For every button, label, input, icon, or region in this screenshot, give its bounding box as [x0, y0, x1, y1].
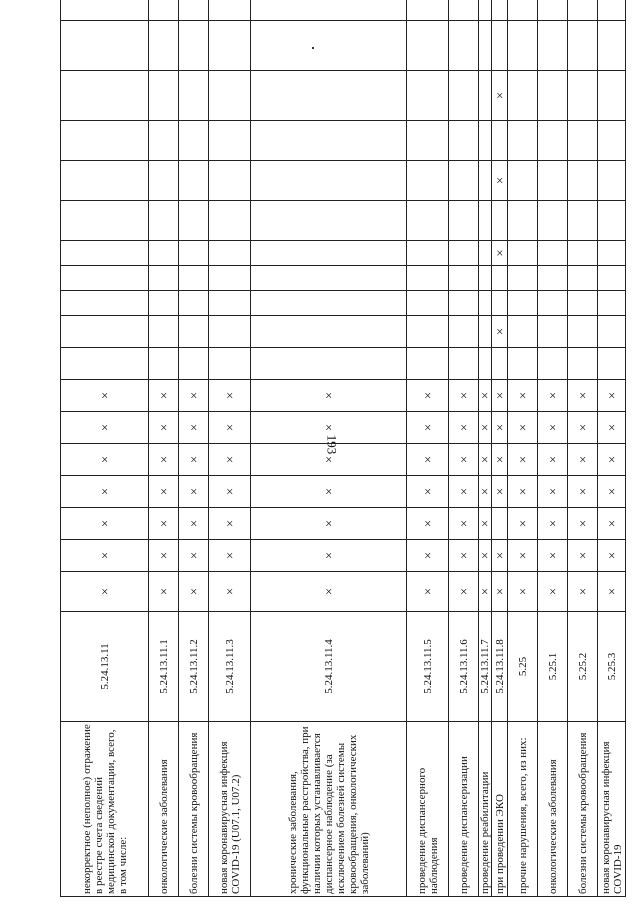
empty-cell — [209, 316, 251, 348]
empty-cell — [508, 291, 538, 316]
row-code-cell: 5.24.13.11.3 — [209, 612, 251, 722]
row-code-cell: 5.24.13.11.5 — [407, 612, 449, 722]
empty-cell — [568, 291, 598, 316]
empty-cell — [568, 21, 598, 71]
cross-mark-cell: × — [568, 444, 598, 476]
cross-mark-cell: × — [568, 412, 598, 444]
cross-mark-cell: × — [598, 476, 626, 508]
empty-cell — [449, 71, 479, 121]
cross-mark-cell: × — [449, 508, 479, 540]
empty-cell — [179, 241, 209, 266]
cross-mark-cell: × — [492, 380, 508, 412]
cross-mark-cell: × — [251, 572, 407, 612]
row-name-cell: хронические заболевания, функциональные расстройства, при наличии которых устанавливается диспансерное наблюдение (за исключением болезней системы кровообращения, онкологических заболеваний) — [251, 722, 407, 897]
cross-mark-cell: × — [209, 508, 251, 540]
empty-cell — [538, 316, 568, 348]
cross-mark-cell: × — [538, 444, 568, 476]
cross-mark-cell: × — [61, 540, 149, 572]
empty-cell — [407, 121, 449, 161]
empty-cell — [179, 161, 209, 201]
row-code-cell: 5.24.13.11.1 — [149, 612, 179, 722]
table-row — [479, 0, 492, 897]
empty-cell — [508, 201, 538, 241]
cross-mark-cell: × — [568, 476, 598, 508]
empty-cell — [598, 0, 626, 21]
empty-cell — [479, 0, 492, 21]
cross-mark-cell: × — [598, 380, 626, 412]
empty-cell — [568, 161, 598, 201]
empty-cell — [492, 0, 508, 21]
empty-cell — [149, 316, 179, 348]
cross-mark-cell: × — [61, 476, 149, 508]
empty-cell — [598, 241, 626, 266]
cross-mark-cell: × — [209, 444, 251, 476]
empty-cell — [209, 241, 251, 266]
table-row — [508, 0, 538, 897]
cross-mark-cell: × — [61, 380, 149, 412]
empty-cell — [598, 348, 626, 380]
cross-mark-cell: × — [492, 572, 508, 612]
empty-cell — [598, 161, 626, 201]
cross-mark-cell: × — [492, 71, 508, 121]
empty-cell — [251, 266, 407, 291]
cross-mark-cell: × — [492, 161, 508, 201]
cross-mark-cell: × — [407, 540, 449, 572]
empty-cell — [209, 161, 251, 201]
cross-mark-cell: × — [479, 572, 492, 612]
cross-mark-cell: × — [479, 380, 492, 412]
cross-mark-cell: × — [538, 540, 568, 572]
row-code-cell: 5.24.13.11.6 — [449, 612, 479, 722]
row-code-cell: 5.24.13.11 — [61, 612, 149, 722]
cross-mark-cell: × — [149, 508, 179, 540]
empty-cell — [251, 71, 407, 121]
row-code-cell: 5.24.13.11.4 — [251, 612, 407, 722]
cross-mark-cell: × — [149, 412, 179, 444]
empty-cell — [538, 266, 568, 291]
empty-cell — [209, 291, 251, 316]
empty-cell — [149, 241, 179, 266]
cross-mark-cell: × — [508, 508, 538, 540]
empty-cell — [251, 348, 407, 380]
table-row — [598, 0, 626, 897]
empty-cell — [209, 266, 251, 291]
empty-cell — [179, 316, 209, 348]
empty-cell — [568, 241, 598, 266]
cross-mark-cell: × — [449, 476, 479, 508]
table-row — [449, 0, 479, 897]
empty-cell — [538, 0, 568, 21]
empty-cell — [149, 266, 179, 291]
cross-mark-cell: × — [251, 380, 407, 412]
empty-cell — [179, 348, 209, 380]
cross-mark-cell: × — [508, 476, 538, 508]
cross-mark-cell: × — [179, 412, 209, 444]
cross-mark-cell: × — [479, 444, 492, 476]
empty-cell — [598, 21, 626, 71]
empty-cell — [407, 266, 449, 291]
empty-cell — [179, 121, 209, 161]
cross-mark-cell: × — [492, 540, 508, 572]
cross-mark-cell: × — [492, 444, 508, 476]
cross-mark-cell: × — [179, 444, 209, 476]
cross-mark-cell: × — [538, 380, 568, 412]
empty-cell — [407, 71, 449, 121]
cross-mark-cell: × — [598, 444, 626, 476]
empty-cell — [179, 266, 209, 291]
empty-cell — [479, 291, 492, 316]
empty-cell — [149, 21, 179, 71]
empty-cell — [149, 0, 179, 21]
empty-cell — [251, 316, 407, 348]
cross-mark-cell: × — [149, 476, 179, 508]
empty-cell — [449, 121, 479, 161]
cross-mark-cell: × — [407, 412, 449, 444]
empty-cell — [449, 348, 479, 380]
cross-mark-cell: × — [149, 572, 179, 612]
empty-cell — [449, 241, 479, 266]
empty-cell — [568, 121, 598, 161]
empty-cell — [492, 121, 508, 161]
empty-cell — [508, 241, 538, 266]
cross-mark-cell: × — [508, 412, 538, 444]
empty-cell — [179, 71, 209, 121]
empty-cell — [251, 21, 407, 71]
cross-mark-cell: × — [538, 572, 568, 612]
empty-cell — [61, 266, 149, 291]
empty-cell — [568, 316, 598, 348]
empty-cell — [479, 348, 492, 380]
empty-cell — [479, 21, 492, 71]
empty-cell — [407, 241, 449, 266]
row-name-cell: новая коронавирусная инфекция COVID-19 — [598, 722, 626, 897]
empty-cell — [568, 0, 598, 21]
empty-cell — [209, 21, 251, 71]
empty-cell — [209, 0, 251, 21]
empty-cell — [538, 161, 568, 201]
empty-cell — [508, 21, 538, 71]
cross-mark-cell: × — [179, 476, 209, 508]
empty-cell — [449, 0, 479, 21]
cross-mark-cell: × — [598, 572, 626, 612]
row-name-cell: прочие нарушения, всего, из них: — [508, 722, 538, 897]
cross-mark-cell: × — [179, 508, 209, 540]
cross-mark-cell: × — [209, 540, 251, 572]
cross-mark-cell: × — [568, 508, 598, 540]
empty-cell — [479, 316, 492, 348]
cross-mark-cell: × — [508, 572, 538, 612]
row-code-cell: 5.25.1 — [538, 612, 568, 722]
cross-mark-cell: × — [479, 508, 492, 540]
cross-mark-cell: × — [179, 380, 209, 412]
table-body — [61, 0, 626, 897]
row-name-cell: болезни системы кровообращения — [179, 722, 209, 897]
empty-cell — [149, 161, 179, 201]
cross-mark-cell: × — [598, 508, 626, 540]
empty-cell — [538, 348, 568, 380]
empty-cell — [508, 266, 538, 291]
empty-cell — [209, 348, 251, 380]
cross-mark-cell: × — [449, 380, 479, 412]
empty-cell — [209, 121, 251, 161]
cross-mark-cell: × — [149, 444, 179, 476]
empty-cell — [568, 71, 598, 121]
cross-mark-cell: × — [568, 540, 598, 572]
cross-mark-cell: × — [492, 412, 508, 444]
empty-cell — [538, 71, 568, 121]
empty-cell — [508, 0, 538, 21]
empty-cell — [61, 161, 149, 201]
empty-cell — [508, 71, 538, 121]
empty-cell — [568, 348, 598, 380]
empty-cell — [61, 348, 149, 380]
table-row — [538, 0, 568, 897]
empty-cell — [538, 201, 568, 241]
row-name-cell: онкологические заболевания — [538, 722, 568, 897]
row-name-cell: проведение реабилитации — [479, 722, 492, 897]
cross-mark-cell: × — [407, 508, 449, 540]
empty-cell — [61, 316, 149, 348]
empty-cell — [407, 201, 449, 241]
table-row — [407, 0, 449, 897]
empty-cell — [598, 121, 626, 161]
empty-cell — [479, 121, 492, 161]
table-row — [149, 0, 179, 897]
empty-cell — [251, 0, 407, 21]
cross-mark-cell: × — [508, 380, 538, 412]
cross-mark-cell: × — [538, 412, 568, 444]
empty-cell — [61, 241, 149, 266]
empty-cell — [61, 291, 149, 316]
empty-cell — [449, 161, 479, 201]
row-name-cell: болезни системы кровообращения — [568, 722, 598, 897]
cross-mark-cell: × — [251, 444, 407, 476]
cross-mark-cell: × — [251, 412, 407, 444]
cross-mark-cell: × — [149, 380, 179, 412]
empty-cell — [251, 201, 407, 241]
empty-cell — [479, 266, 492, 291]
cross-mark-cell: × — [61, 572, 149, 612]
empty-cell — [449, 291, 479, 316]
empty-cell — [251, 121, 407, 161]
row-name-cell: проведение диспансеризации — [449, 722, 479, 897]
cross-mark-cell: × — [449, 540, 479, 572]
table-row — [492, 0, 508, 897]
empty-cell — [149, 201, 179, 241]
row-name-cell: проведение диспансерного наблюдения — [407, 722, 449, 897]
cross-mark-cell: × — [449, 444, 479, 476]
cross-mark-cell: × — [449, 412, 479, 444]
empty-cell — [61, 0, 149, 21]
cross-mark-cell: × — [209, 380, 251, 412]
cross-mark-cell: × — [209, 476, 251, 508]
empty-cell — [251, 291, 407, 316]
empty-cell — [149, 71, 179, 121]
empty-cell — [508, 161, 538, 201]
row-name-cell: новая коронавирусная инфекция COVID-19 (U07.1, U07.2) — [209, 722, 251, 897]
row-code-cell: 5.25.2 — [568, 612, 598, 722]
empty-cell — [209, 71, 251, 121]
cross-mark-cell: × — [538, 508, 568, 540]
row-code-cell: 5.25.3 — [598, 612, 626, 722]
empty-cell — [538, 121, 568, 161]
cross-mark-cell: × — [209, 412, 251, 444]
empty-cell — [598, 201, 626, 241]
cross-mark-cell: × — [492, 316, 508, 348]
empty-cell — [479, 241, 492, 266]
cross-mark-cell: × — [61, 508, 149, 540]
empty-cell — [492, 266, 508, 291]
empty-cell — [538, 241, 568, 266]
empty-cell — [61, 71, 149, 121]
empty-cell — [407, 0, 449, 21]
empty-cell — [407, 21, 449, 71]
cross-mark-cell: × — [407, 572, 449, 612]
empty-cell — [508, 348, 538, 380]
cross-mark-cell: × — [568, 380, 598, 412]
empty-cell — [492, 508, 508, 540]
empty-cell — [598, 71, 626, 121]
empty-cell — [179, 291, 209, 316]
empty-cell — [479, 71, 492, 121]
cross-mark-cell: × — [209, 572, 251, 612]
empty-cell — [407, 291, 449, 316]
cross-mark-cell: × — [407, 380, 449, 412]
cross-mark-cell: × — [179, 540, 209, 572]
empty-cell — [61, 21, 149, 71]
cross-mark-cell: × — [568, 572, 598, 612]
empty-cell — [149, 291, 179, 316]
empty-cell — [407, 316, 449, 348]
row-code-cell: 5.24.13.11.8 — [492, 612, 508, 722]
cross-mark-cell: × — [251, 476, 407, 508]
empty-cell — [568, 201, 598, 241]
row-code-cell: 5.25 — [508, 612, 538, 722]
empty-cell — [479, 161, 492, 201]
empty-cell — [149, 121, 179, 161]
empty-cell — [251, 241, 407, 266]
empty-cell — [449, 316, 479, 348]
empty-cell — [568, 266, 598, 291]
empty-cell — [508, 316, 538, 348]
empty-cell — [598, 266, 626, 291]
empty-cell — [492, 201, 508, 241]
row-name-cell: онкологические заболевания — [149, 722, 179, 897]
empty-cell — [598, 291, 626, 316]
row-code-cell: 5.24.13.11.2 — [179, 612, 209, 722]
empty-cell — [149, 348, 179, 380]
row-name-cell: при проведении ЭКО — [492, 722, 508, 897]
cross-mark-cell: × — [449, 572, 479, 612]
cross-mark-cell: × — [598, 412, 626, 444]
empty-cell — [492, 291, 508, 316]
cross-mark-cell: × — [61, 444, 149, 476]
document-table — [60, 0, 626, 897]
empty-cell — [492, 21, 508, 71]
cross-mark-cell: × — [479, 476, 492, 508]
cross-mark-cell: × — [598, 540, 626, 572]
cross-mark-cell: × — [407, 476, 449, 508]
cross-mark-cell: × — [179, 572, 209, 612]
empty-cell — [508, 121, 538, 161]
empty-cell — [449, 266, 479, 291]
cross-mark-cell: × — [479, 540, 492, 572]
empty-cell — [479, 201, 492, 241]
table-row — [251, 0, 407, 897]
cross-mark-cell: × — [251, 508, 407, 540]
empty-cell — [449, 21, 479, 71]
cross-mark-cell: × — [407, 444, 449, 476]
cross-mark-cell: × — [508, 444, 538, 476]
row-code-cell: 5.24.13.11.7 — [479, 612, 492, 722]
cross-mark-cell: × — [479, 412, 492, 444]
cross-mark-cell: × — [538, 476, 568, 508]
empty-cell — [538, 291, 568, 316]
table-row — [179, 0, 209, 897]
cross-mark-cell: × — [508, 540, 538, 572]
empty-cell — [449, 201, 479, 241]
empty-cell — [538, 21, 568, 71]
empty-cell — [492, 348, 508, 380]
table-row — [568, 0, 598, 897]
empty-cell — [407, 161, 449, 201]
table-container — [60, 52, 624, 897]
empty-cell — [179, 0, 209, 21]
empty-cell — [598, 316, 626, 348]
cross-mark-cell: × — [251, 540, 407, 572]
table-row — [209, 0, 251, 897]
page-number: 193 — [324, 434, 340, 455]
cross-mark-cell: × — [149, 540, 179, 572]
empty-cell — [251, 161, 407, 201]
empty-cell — [61, 121, 149, 161]
cross-mark-cell: × — [492, 476, 508, 508]
empty-cell — [179, 21, 209, 71]
empty-cell — [179, 201, 209, 241]
empty-cell — [407, 348, 449, 380]
row-name-cell: некорректное (неполное) отражение в реестре счета сведений медицинской документации, всего, в том числе: — [61, 722, 149, 897]
cross-mark-cell: × — [492, 241, 508, 266]
table-row — [61, 0, 149, 897]
cross-mark-cell: × — [61, 412, 149, 444]
empty-cell — [61, 201, 149, 241]
empty-cell — [209, 201, 251, 241]
